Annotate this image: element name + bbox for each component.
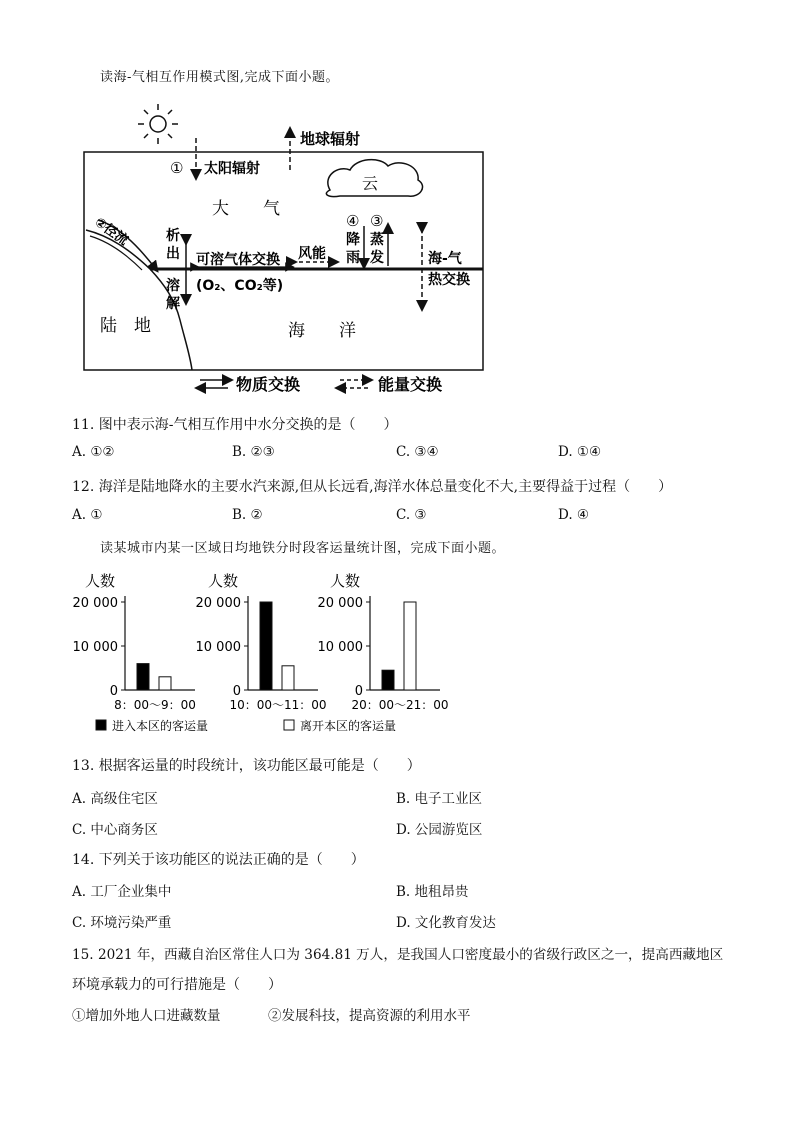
- q14-option-a[interactable]: A. 工厂企业集中: [72, 884, 172, 900]
- legend-enter-swatch: [96, 720, 106, 730]
- metro-passenger-chart: [0, 560, 794, 740]
- q13-option-a[interactable]: A. 高级住宅区: [72, 791, 158, 807]
- diagram-frame: [84, 152, 483, 370]
- q12-option-a[interactable]: A. ①: [72, 507, 103, 523]
- y-tick-label-2-2: 10 000: [195, 640, 241, 655]
- precip-char-1: 降: [346, 232, 360, 248]
- gas-exchange-label: 可溶气体交换: [196, 252, 280, 268]
- evap-char-2: 发: [370, 250, 384, 266]
- y-tick-label-3-1: 20 000: [317, 596, 363, 611]
- evap-char-1: 蒸: [370, 232, 384, 248]
- q13-option-d[interactable]: D. 公园游览区: [396, 822, 483, 838]
- q15-stem-line-2: 环境承载力的可行措施是（ ）: [72, 977, 282, 993]
- legend-leave-label: 离开本区的客运量: [300, 719, 397, 733]
- y-tick-label-1-1: 20 000: [72, 596, 118, 611]
- q13-option-c[interactable]: C. 中心商务区: [72, 822, 158, 838]
- bar-2-leave: [282, 666, 294, 690]
- time-label-3: 20：00～21：00: [351, 698, 449, 712]
- y-tick-label-1-3: 0: [109, 684, 118, 699]
- y-tick-label-3-3: 0: [354, 684, 363, 699]
- sea-air-interaction-diagram: [0, 0, 794, 410]
- out-char-2: 出: [166, 246, 180, 262]
- wind-energy-label: 风能: [298, 246, 326, 262]
- runoff-label: ②径流: [91, 214, 131, 249]
- legend-leave-swatch: [284, 720, 294, 730]
- diss-char-1: 溶: [166, 278, 180, 294]
- heat-exchange-label-2: 热交换: [428, 272, 470, 288]
- q12-option-d[interactable]: D. ④: [558, 507, 590, 523]
- q11-option-b[interactable]: B. ②③: [232, 444, 275, 460]
- time-label-2: 10：00～11：00: [229, 698, 327, 712]
- cloud-label: 云: [362, 174, 379, 193]
- q11-option-c[interactable]: C. ③④: [396, 444, 439, 460]
- bar-1-enter: [137, 664, 149, 690]
- diss-char-2: 解: [166, 296, 180, 312]
- y-tick-label-2-1: 20 000: [195, 596, 241, 611]
- land-label: 陆 地: [100, 316, 151, 336]
- atmosphere-label: 大 气: [212, 199, 280, 219]
- legend-matter-label: 物质交换: [236, 375, 301, 394]
- q12-stem: 12. 海洋是陆地降水的主要水汽来源,但从长远看,海洋水体总量变化不大,主要得益于过程（ ）: [72, 479, 673, 495]
- y-tick-label-2-3: 0: [232, 684, 241, 699]
- time-label-1: 8：00～9：00: [114, 698, 196, 712]
- q11-stem: 11. 图中表示海-气相互作用中水分交换的是（ ）: [72, 417, 398, 433]
- bar-2-enter: [260, 602, 272, 690]
- y-tick-label-1-2: 10 000: [72, 640, 118, 655]
- solar-radiation-label: 太阳辐射: [204, 161, 260, 177]
- q12-option-b[interactable]: B. ②: [232, 507, 263, 523]
- y-axis-label-3: 人数: [330, 572, 361, 590]
- y-axis-label-2: 人数: [208, 572, 239, 590]
- y-tick-label-3-2: 10 000: [317, 640, 363, 655]
- legend-energy-label: 能量交换: [378, 375, 443, 394]
- bar-1-leave: [159, 677, 171, 690]
- earth-radiation-label: 地球辐射: [300, 130, 361, 148]
- legend-enter-label: 进入本区的客运量: [112, 719, 209, 733]
- q13-stem: 13. 根据客运量的时段统计，该功能区最可能是（ ）: [72, 758, 421, 774]
- ocean-label: 海 洋: [288, 321, 356, 341]
- q15-stem-line-1: 15. 2021 年，西藏自治区常住人口为 364.81 万人，是我国人口密度最小的省级行政区之一，提高西藏地区: [72, 947, 724, 963]
- q14-option-b[interactable]: B. 地租昂贵: [396, 884, 469, 900]
- bar-3-enter: [382, 670, 394, 690]
- intro-text-1: 读海-气相互作用模式图,完成下面小题。: [100, 70, 340, 85]
- q15-item-2[interactable]: ②发展科技，提高资源的利用水平: [268, 1008, 471, 1024]
- precip-num: ④: [346, 212, 360, 230]
- q11-option-a[interactable]: A. ①②: [72, 444, 115, 460]
- evap-num: ③: [370, 212, 384, 230]
- q12-option-c[interactable]: C. ③: [396, 507, 427, 523]
- q14-option-d[interactable]: D. 文化教育发达: [396, 915, 496, 931]
- y-axis-label-1: 人数: [85, 572, 116, 590]
- out-char-1: 析: [166, 228, 180, 244]
- q14-stem: 14. 下列关于该功能区的说法正确的是（ ）: [72, 852, 365, 868]
- precip-char-2: 雨: [346, 250, 360, 266]
- sun-icon: [138, 104, 178, 144]
- q15-item-1[interactable]: ①增加外地人口进藏数量: [72, 1008, 221, 1024]
- label-1: ①: [170, 159, 184, 177]
- q13-option-b[interactable]: B. 电子工业区: [396, 791, 483, 807]
- bar-3-leave: [404, 602, 416, 690]
- intro-text-2: 读某城市内某一区域日均地铁分时段客运量统计图，完成下面小题。: [100, 541, 506, 556]
- gas-detail-label: (O₂、CO₂等): [196, 278, 284, 294]
- heat-exchange-label-1: 海-气: [428, 251, 462, 267]
- q14-option-c[interactable]: C. 环境污染严重: [72, 915, 172, 931]
- q11-option-d[interactable]: D. ①④: [558, 444, 602, 460]
